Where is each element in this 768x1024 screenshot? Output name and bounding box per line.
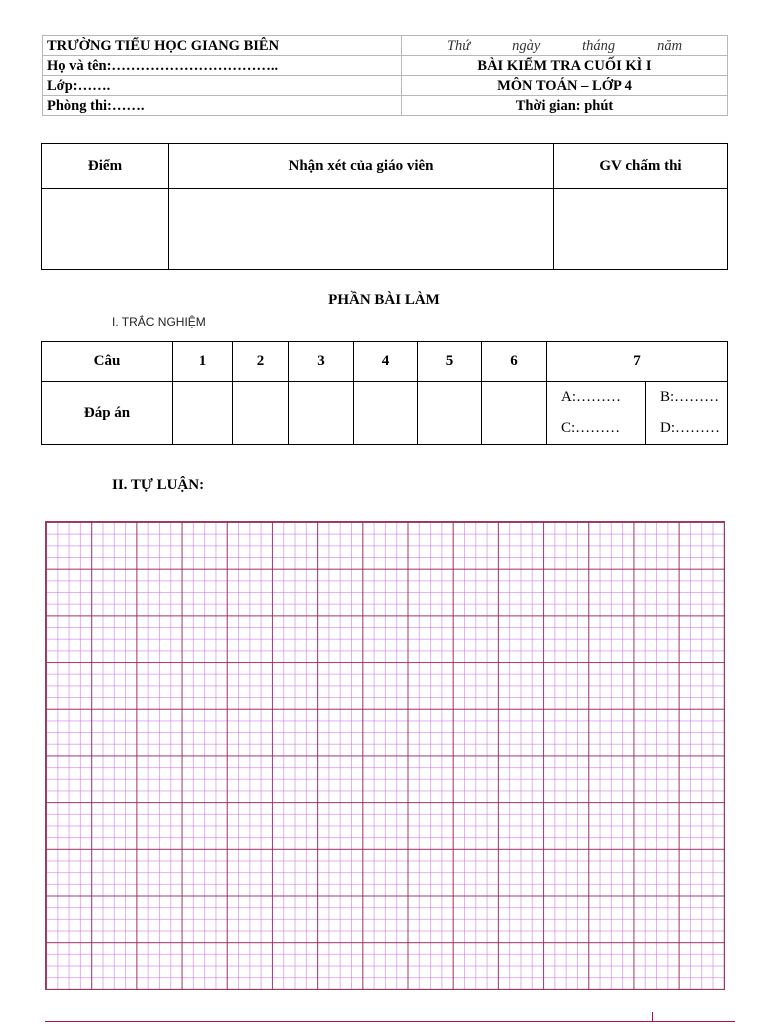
school-name: TRƯỜNG TIỂU HỌC GIANG BIÊN (43, 36, 402, 56)
part2-title: II. TỰ LUẬN: (112, 477, 205, 493)
section-title: PHẦN BÀI LÀM (328, 292, 440, 308)
grade-cell[interactable] (42, 189, 169, 270)
answer-cell-2[interactable] (233, 382, 289, 445)
date-weekday: Thứ (446, 37, 471, 54)
answer-7-option-b[interactable]: B:……… (646, 382, 728, 414)
answer-cell-1[interactable] (173, 382, 233, 445)
answer-cell-3[interactable] (289, 382, 354, 445)
date-month: tháng (582, 37, 616, 54)
date-line (402, 36, 728, 56)
answer-cell-4[interactable] (354, 382, 418, 445)
header-table (42, 35, 728, 116)
answer-7-option-d[interactable]: D:……… (646, 413, 728, 445)
question-number-1: 1 (173, 342, 233, 382)
answer-cell-5[interactable] (418, 382, 482, 445)
comment-cell[interactable] (169, 189, 554, 270)
answer-row-label: Đáp án (42, 382, 173, 445)
room-field[interactable]: Phòng thi:……. (43, 96, 402, 116)
question-number-5: 5 (418, 342, 482, 382)
writing-grid[interactable] (45, 521, 725, 990)
question-number-7: 7 (547, 342, 728, 382)
date-year: năm (657, 37, 683, 54)
answer-table (41, 341, 728, 445)
grader-cell[interactable] (554, 189, 728, 270)
student-name-field[interactable]: Họ và tên:…………………………….. (43, 56, 402, 76)
footer-line (45, 1021, 735, 1022)
question-number-4: 4 (354, 342, 418, 382)
comment-header: Nhận xét của giáo viên (169, 144, 554, 189)
grade-table (41, 143, 728, 270)
footer-tick (652, 1012, 653, 1022)
question-number-2: 2 (233, 342, 289, 382)
question-number-3: 3 (289, 342, 354, 382)
grade-header: Điểm (42, 144, 169, 189)
exam-title: BÀI KIỂM TRA CUỐI KÌ I (402, 56, 728, 76)
question-row-label: Câu (42, 342, 173, 382)
part1-title: I. TRẮC NGHIỆM (112, 315, 206, 329)
date-day: ngày (512, 37, 541, 54)
answer-cell-6[interactable] (482, 382, 547, 445)
grader-header: GV chấm thi (554, 144, 728, 189)
answer-7-option-a[interactable]: A:……… (547, 382, 646, 414)
class-field[interactable]: Lớp:……. (43, 76, 402, 96)
question-number-6: 6 (482, 342, 547, 382)
answer-7-option-c[interactable]: C:……… (547, 413, 646, 445)
time-label: Thời gian: phút (402, 96, 728, 116)
subject-title: MÔN TOÁN – LỚP 4 (402, 76, 728, 96)
